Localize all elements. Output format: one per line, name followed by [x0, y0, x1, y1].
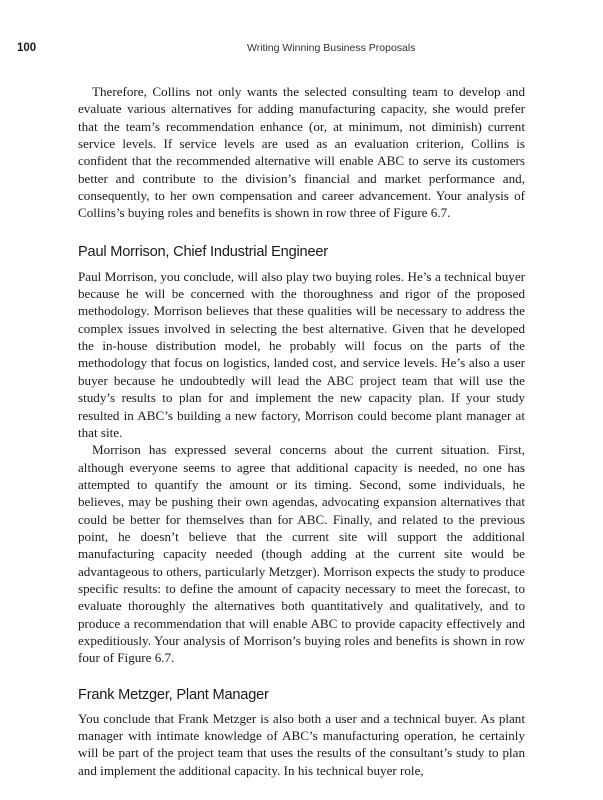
page-header	[17, 42, 583, 58]
page-body	[78, 83, 525, 779]
running-title: Writing Winning Business Proposals	[247, 42, 416, 54]
paragraph-morrison-roles: Paul Morrison, you conclude, will also play two buying roles. He’s a technical buyer because he will be concerned with the thoroughness and rigor of the proposed methodology. Morrison believes that these qualities will be necessary to address the complex issues involved in selecting the best alternative. Given that he developed the in-house distribution model, he probably will focus on the parts of the methodology that focus on logistics, landed cost, and service levels. He’s also a user buyer because he undoubtedly will lead the ABC project team that will use the study’s results to plan for and implement the new capacity plan. If your study resulted in ABC’s building a new factory, Morrison could become plant manager at that site.	[78, 268, 525, 440]
section-heading-metzger: Frank Metzger, Plant Manager	[78, 686, 269, 703]
paragraph-metzger: You conclude that Frank Metzger is also both a user and a technical buyer. As plant manager with intimate knowledge of ABC’s manufacturing operation, he certainly will be part of the project team that uses the results of the consultant’s study to plan and implement the additional capacity. In his technical buyer role,	[78, 710, 525, 778]
paragraph-morrison-concerns: Morrison has expressed several concerns about the current situation. First, although everyone seems to agree that additional capacity is needed, no one has attempted to quantify the amount or its timing. Second, some individuals, he believes, may be pushing their own agendas, advocating expansion alternatives that could be better for themselves than for ABC. Finally, and related to the previous point, he doesn’t believe that the current site will support the additional manufacturing capacity needed (though adding at the current site would be advantageous to others, particularly Metzger). Morrison expects the study to produce specific results: to define the amount of capacity necessary to meet the forecast, to evaluate thoroughly the alternatives both quantitatively and qualitatively, and to produce a recommendation that will enable ABC to provide capacity effectively and expeditiously. Your analysis of Morrison’s buying roles and benefits is shown in row four of Figure 6.7.	[78, 442, 525, 666]
section-heading-morrison: Paul Morrison, Chief Industrial Engineer	[78, 243, 328, 260]
paragraph-collins: Therefore, Collins not only wants the selected consulting team to develop and evaluate various alternatives for adding manufacturing capacity, she would prefer that the team’s recommendation enhance (or, at minimum, not diminish) current service levels. If service levels are used as an evaluation criterion, Collins is confident that the recommended alternative will enable ABC to serve its customers better and contribute to the division’s financial and market performance and, consequently, to her own compensation and career advancement. Your analysis of Collins’s buying roles and benefits is shown in row three of Figure 6.7.	[78, 84, 525, 221]
page-number: 100	[17, 42, 37, 54]
